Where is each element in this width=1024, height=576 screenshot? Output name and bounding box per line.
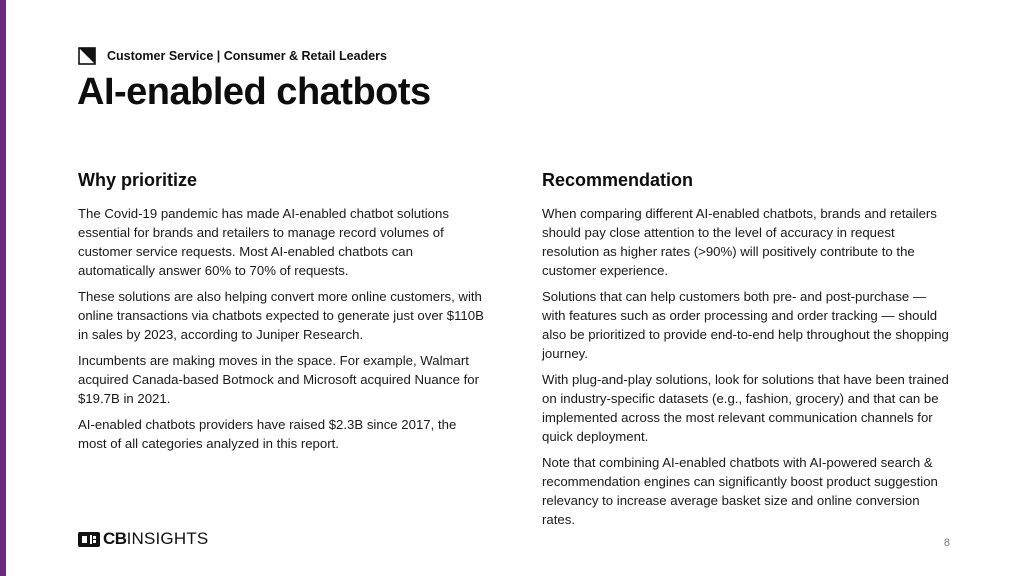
category-label: Customer Service | Consumer & Retail Leaders: [107, 49, 387, 63]
recommendation-heading: Recommendation: [542, 170, 694, 190]
paragraph: Incumbents are making moves in the space. For example, Walmart acquired Canada-based Botmock and Microsoft acquired Nuance for $19.7B in 2021.: [78, 353, 479, 406]
paragraph: Note that combining AI-enabled chatbots with AI-powered search & recommendation engines can significantly boost product suggestion relevancy to increase average basket size and online conversion rates.: [542, 455, 938, 527]
recommendation-column: [542, 168, 952, 536]
logo-insights-text: INSIGHTS: [126, 529, 209, 548]
accent-bar: [0, 0, 6, 576]
paragraph: Solutions that can help customers both pre- and post-purchase — with features such as order processing and order tracking — should also be prioritized to provide end-to-end help throughout the shopping journey.: [542, 289, 949, 361]
paragraph: The Covid-19 pandemic has made AI-enabled chatbot solutions essential for brands and retailers to manage record volumes of customer service requests. Most AI-enabled chatbots can automatically answer 60% to 70% of requests.: [78, 206, 449, 278]
paragraph: These solutions are also helping convert more online customers, with online transactions via chatbots expected to generate just over $110B in sales by 2023, according to Juniper Research.: [78, 289, 484, 342]
why-prioritize-heading: Why prioritize: [78, 170, 198, 190]
why-prioritize-column: [78, 168, 488, 460]
page-title: AI-enabled chatbots: [77, 71, 431, 113]
slash-box-icon: [78, 47, 96, 65]
logo-cb-text: CB: [103, 529, 127, 548]
category-label-row: [78, 46, 387, 66]
cb-insights-logo: [78, 529, 208, 549]
paragraph: AI-enabled chatbots providers have raised $2.3B since 2017, the most of all categories analyzed in this report.: [78, 417, 457, 451]
cb-logo-icon: [78, 532, 100, 547]
paragraph: With plug-and-play solutions, look for solutions that have been trained on industry-specific datasets (e.g., fashion, grocery) and that can be implemented across the most relevant communication channels for quick deployment.: [542, 372, 949, 444]
page-number: 8: [943, 537, 950, 549]
paragraph: When comparing different AI-enabled chatbots, brands and retailers should pay close attention to the level of accuracy in request resolution as higher rates (>90%) will positively contribute to the customer experience.: [542, 206, 937, 278]
